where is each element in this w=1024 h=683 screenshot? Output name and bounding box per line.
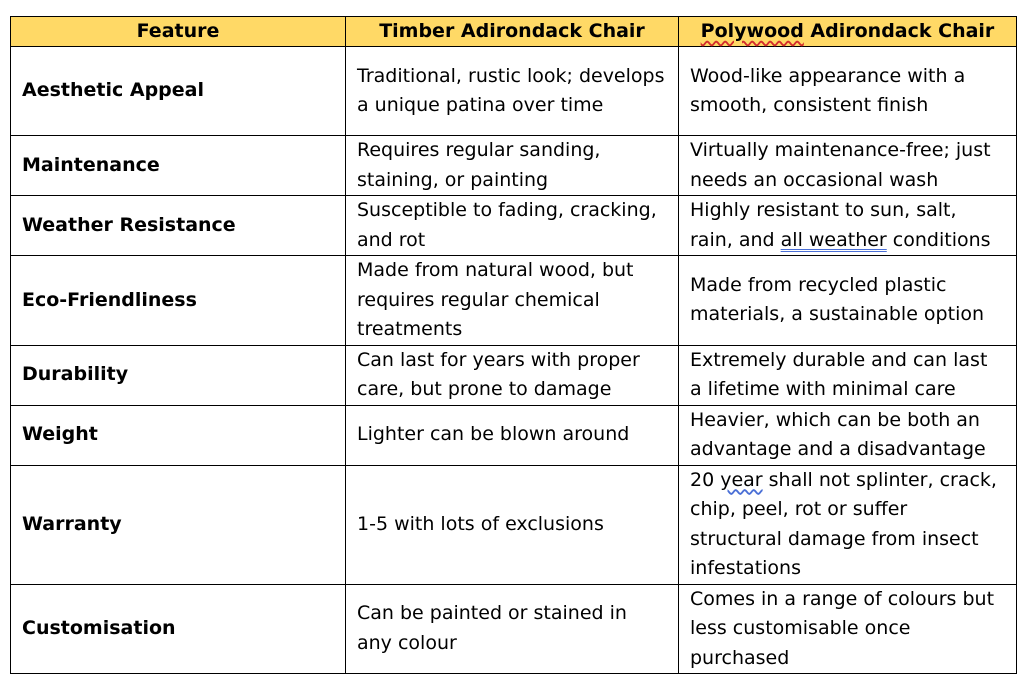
polywood-cell: Wood-like appearance with a smooth, consistent finish (679, 47, 1017, 136)
timber-cell: Susceptible to fading, cracking, and rot (346, 196, 679, 256)
table-row (11, 136, 1017, 196)
polywood-cell: Comes in a range of colours but less customisable once purchased (679, 584, 1017, 674)
feature-cell: Warranty (11, 465, 346, 584)
header-feature: Feature (11, 17, 346, 47)
grammar-mark: all weather (780, 228, 887, 251)
feature-cell: Weather Resistance (11, 196, 346, 256)
header-timber: Timber Adirondack Chair (346, 17, 679, 47)
table-row (11, 584, 1017, 674)
timber-cell: Can last for years with proper care, but prone to damage (346, 345, 679, 405)
timber-cell: Made from natural wood, but requires regular chemical treatments (346, 256, 679, 346)
table-row (11, 47, 1017, 136)
polywood-cell: Virtually maintenance-free; just needs an occasional wash (679, 136, 1017, 196)
polywood-cell (679, 196, 1017, 256)
table-row (11, 465, 1017, 584)
polywood-text-pre: Highly resistant to sun, salt, rain, and (690, 199, 957, 251)
polywood-cell: Extremely durable and can last a lifetime with minimal care (679, 345, 1017, 405)
table-row (11, 196, 1017, 256)
table-header-row (11, 17, 1017, 47)
feature-cell: Customisation (11, 584, 346, 674)
header-polywood-word: Polywood (700, 20, 804, 42)
header-polywood (679, 17, 1017, 47)
feature-cell: Maintenance (11, 136, 346, 196)
table-row (11, 405, 1017, 465)
feature-cell: Aesthetic Appeal (11, 47, 346, 136)
timber-cell: Can be painted or stained in any colour (346, 584, 679, 674)
timber-cell: Lighter can be blown around (346, 405, 679, 465)
table-row (11, 256, 1017, 346)
table-row (11, 345, 1017, 405)
feature-cell: Weight (11, 405, 346, 465)
polywood-cell (679, 465, 1017, 584)
header-polywood-rest: Adirondack Chair (803, 20, 995, 42)
polywood-text-post: conditions (886, 228, 991, 251)
polywood-cell: Heavier, which can be both an advantage and a disadvantage (679, 405, 1017, 465)
timber-cell: Requires regular sanding, staining, or painting (346, 136, 679, 196)
polywood-cell: Made from recycled plastic materials, a sustainable option (679, 256, 1017, 346)
timber-cell: 1-5 with lots of exclusions (346, 465, 679, 584)
polywood-text-post: shall not splinter, crack, chip, peel, rot or suffer structural damage from insect infestations (690, 468, 997, 579)
comparison-table (10, 16, 1017, 674)
polywood-text-pre: 20 (690, 468, 721, 491)
timber-cell: Traditional, rustic look; develops a unique patina over time (346, 47, 679, 136)
comparison-table-container (10, 16, 1016, 674)
feature-cell: Durability (11, 345, 346, 405)
feature-cell: Eco-Friendliness (11, 256, 346, 346)
grammar-mark: year (720, 468, 763, 491)
